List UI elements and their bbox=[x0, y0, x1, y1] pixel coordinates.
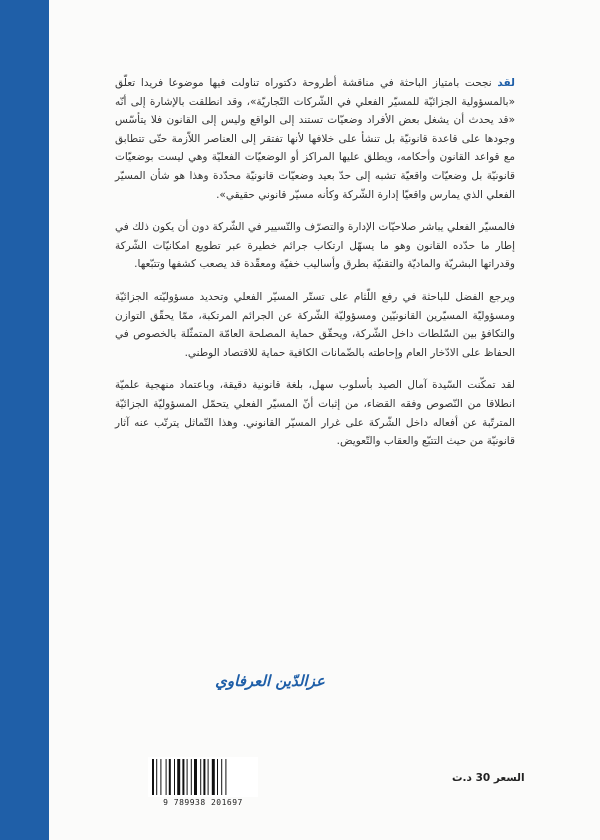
isbn-number: 9 789938 201697 bbox=[163, 798, 243, 807]
paragraph-body: ويرجع الفضل للباحثة في رفع اللّثام على تستّر المسيّر الفعلي وتحديد مسؤوليّته الجزائيّة ومسؤوليّة المسيّرين القانونيّين ومسؤوليّة الشّركة عن الجرائم المرتكبة، ممّا يحقّق التوازن والتكافؤ بين السّلطات داخل الشّركة، ويحقّق حماية المصلحة العامّة المتمثّلة بالخصوص في الحفاظ على الادّخار العام وإحاطته بالضّمانات الكافية حماية للاقتصاد الوطني. bbox=[115, 290, 515, 359]
blurb-paragraph-1 bbox=[115, 74, 515, 204]
blurb-paragraph-4 bbox=[115, 376, 515, 450]
author-signature: عزالدّين العرفاوي bbox=[215, 672, 325, 690]
blurb-text bbox=[115, 74, 515, 465]
blurb-paragraph-3 bbox=[115, 288, 515, 362]
paragraph-body: فالمسيّر الفعلي يباشر صلاحيّات الإدارة والتصرّف والتّسيير في الشّركة دون أن يكون ذلك في إطار ما حدّده القانون وهو ما يسهّل ارتكاب جرائم خطيرة عبر تطويع امكانيّات الشّركة وقدراتها البشريّة والماديّة والتقنيّة بطرق وأساليب خفيّة ومعقّدة قد يصعب كشفها وتتبّعها. bbox=[115, 221, 515, 271]
barcode bbox=[148, 757, 258, 797]
paragraph-body: لقد تمكّنت السّيدة آمال الصيد بأسلوب سهل، بلغة قانونية دقيقة، وباعتماد منهجية علميّة انطلاقا من النّصوص وفقه القضاء، من إثبات أنّ المسيّر الفعلي يتحمّل المسؤوليّة الجزائيّة المترتّبة عن أفعاله داخل الشّركة على غرار المسيّر القانوني. وهذا التّماثل يترتّب عنه آثار قانونيّة من حيث التتبّع والعقاب والتّعويض. bbox=[115, 379, 515, 448]
book-spine bbox=[0, 0, 49, 840]
price-label: السعر 30 د.ت bbox=[452, 772, 525, 784]
paragraph-lead-word: لقد bbox=[497, 77, 515, 89]
blurb-paragraph-2 bbox=[115, 218, 515, 274]
barcode-bars bbox=[148, 757, 258, 797]
paragraph-body: نجحت بامتياز الباحثة في مناقشة أطروحة دكتوراه تناولت فيها موضوعا فريدا تعلّق «بالمسؤولية الجزائيّة للمسيّر الفعلي في الشّركات التّجاريّة»، وقد انطلقت بالإشارة إلى أنّه «قد يحدث أن يشغل بعض الأفراد وضعيّات تستند إلى الواقع وليس إلى القانون فلا يتأسّس وجودها على قاعدة قانونيّة بل تنشأ على خلافها لأنها تفتقر إلى العناصر اللاّزمة حتّى تتطابق مع قواعد القانون وأحكامه، ويطلق عليها المراكز أو الوضعيّات الفعليّة وهي ليست بوضعيّات قانونيّة بل وضعيّات واقعيّة تشبه إلى حدّ بعيد وضعيّات قانونيّة محدّدة وهذا هو شأن المسيّر الفعلي الذي يمارس واقعيّا إدارة الشّركة وكأنه مسيّر قانوني حقيقي». bbox=[115, 77, 515, 201]
